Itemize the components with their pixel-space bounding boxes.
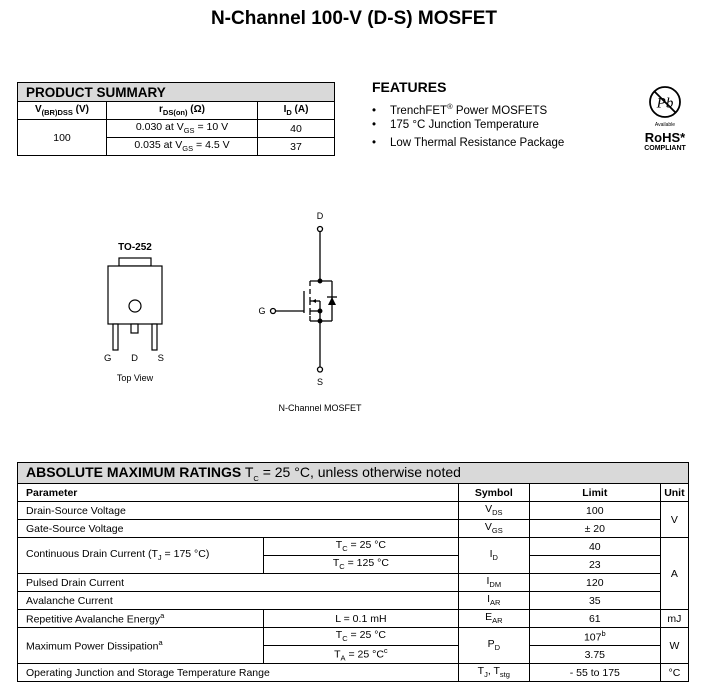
schematic-label: N-Channel MOSFET [278, 403, 362, 413]
drain-label: D [316, 211, 324, 221]
package-pins [104, 353, 164, 364]
col-id: $I_D$ (A) [258, 102, 335, 120]
table-row [18, 120, 335, 138]
package-view-label: Top View [116, 373, 154, 383]
col-symbol: Symbol [458, 484, 529, 502]
vbrdss-value: 100 [18, 120, 107, 156]
col-parameter: Parameter [18, 484, 459, 502]
table-row: Drain-Source Voltage $V_{DS}$ 100 V [18, 502, 689, 520]
table-row: Maximum Power Dissipation$^a$ $T_C = 25$ °C $P_D$ 107$^b$ W [18, 628, 689, 646]
gate-label: G [258, 306, 266, 316]
rohs-compliant: COMPLIANT [644, 145, 686, 152]
table-row: Continuous Drain Current ($T_J = 175$ °C) $T_C = 25$ °C $I_D$ 40 A [18, 538, 689, 556]
table-row: Operating Junction and Storage Temperature Range $T_J$, $T_{stg}$ - 55 to 175 °C [18, 664, 689, 682]
rds-cell: 0.030 at $V_{GS} = 10$ V [107, 120, 258, 138]
to252-package-icon [90, 240, 180, 390]
package-name: TO-252 [118, 242, 152, 253]
product-summary-heading: PRODUCT SUMMARY [18, 83, 335, 102]
list-item: • 175 °C Junction Temperature [372, 119, 539, 131]
list-item: • TrenchFET® Power MOSFETS [372, 102, 548, 117]
table-row: $T_A = 25$ $^\circ C^c$ 3.75 [18, 646, 689, 664]
table-row: Avalanche Current $I_{AR}$ 35 [18, 592, 689, 610]
rds-cell: 0.035 at $V_{GS} = 4.5$ V [107, 138, 258, 156]
pb-label: Pb [656, 95, 674, 112]
source-label: S [316, 377, 324, 387]
id-cell: 37 [258, 138, 335, 156]
product-summary-table [17, 82, 335, 156]
id-cell: 40 [258, 120, 335, 138]
pin-g: G [104, 353, 112, 364]
features-list [372, 98, 564, 152]
pin-s: S [157, 353, 164, 364]
features-heading: FEATURES [372, 79, 447, 95]
col-unit: Unit [660, 484, 688, 502]
page-title: N-Channel 100-V (D-S) MOSFET [210, 8, 498, 29]
table-row: Gate-Source Voltage $V_{GS}$ ± 20 [18, 520, 689, 538]
list-item: • Low Thermal Resistance Package [372, 137, 565, 149]
lead-free-icon [646, 84, 684, 122]
amr-heading: ABSOLUTE MAXIMUM RATINGS $T_C = 25$ °C, unless otherwise noted [18, 463, 689, 484]
table-row: Pulsed Drain Current $I_{DM}$ 120 [18, 574, 689, 592]
table-row: Repetitive Avalanche Energy$^a$ L = 0.1 mH $E_{AR}$ 61 mJ [18, 610, 689, 628]
rohs-logo [635, 84, 695, 152]
rohs-available: Available [654, 122, 676, 128]
pin-d: D [131, 353, 138, 364]
col-rdson: $r_{DS(on)}$ (Ω) [107, 102, 258, 120]
abs-max-ratings-table [17, 462, 689, 682]
col-limit: Limit [529, 484, 660, 502]
col-vbrdss: $V_{(BR)DSS}$ (V) [18, 102, 107, 120]
mosfet-schematic [250, 205, 390, 390]
rohs-word: RoHS* [644, 130, 686, 145]
table-row: $T_C = 125$ °C 23 [18, 556, 689, 574]
